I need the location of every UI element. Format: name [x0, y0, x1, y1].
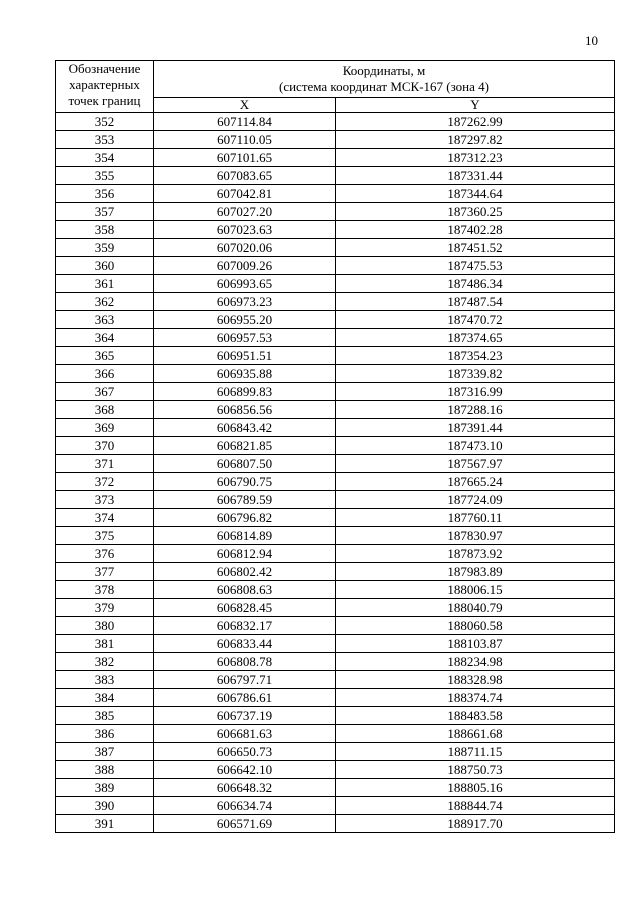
table-row: [56, 725, 615, 743]
x-coordinate-cell: 606802.42: [154, 563, 336, 581]
point-number-cell: 380: [56, 617, 154, 635]
table-row: [56, 419, 615, 437]
x-coordinate-cell: 607101.65: [154, 149, 336, 167]
y-coordinate-cell: 187983.89: [336, 563, 615, 581]
table-row: [56, 239, 615, 257]
x-coordinate-cell: 606571.69: [154, 815, 336, 833]
x-coordinate-cell: 607023.63: [154, 221, 336, 239]
y-coordinate-cell: 187665.24: [336, 473, 615, 491]
point-number-cell: 360: [56, 257, 154, 275]
page-number: 10: [585, 33, 598, 48]
header-x: X: [154, 98, 336, 113]
point-number-cell: 356: [56, 185, 154, 203]
point-number-cell: 386: [56, 725, 154, 743]
x-coordinate-cell: 606821.85: [154, 437, 336, 455]
y-coordinate-cell: 187339.82: [336, 365, 615, 383]
y-coordinate-cell: 187473.10: [336, 437, 615, 455]
point-number-cell: 384: [56, 689, 154, 707]
table-row: [56, 149, 615, 167]
y-coordinate-cell: 187354.23: [336, 347, 615, 365]
point-number-cell: 389: [56, 779, 154, 797]
table-row: [56, 167, 615, 185]
point-number-cell: 359: [56, 239, 154, 257]
table-row: [56, 203, 615, 221]
point-number-cell: 364: [56, 329, 154, 347]
y-coordinate-cell: 188661.68: [336, 725, 615, 743]
point-number-cell: 355: [56, 167, 154, 185]
x-coordinate-cell: 606650.73: [154, 743, 336, 761]
x-coordinate-cell: 606737.19: [154, 707, 336, 725]
table-row: [56, 707, 615, 725]
y-coordinate-cell: 187288.16: [336, 401, 615, 419]
point-number-cell: 372: [56, 473, 154, 491]
table-row: [56, 779, 615, 797]
table-row: [56, 329, 615, 347]
x-coordinate-cell: 606812.94: [154, 545, 336, 563]
y-coordinate-cell: 187262.99: [336, 113, 615, 131]
x-coordinate-cell: 606951.51: [154, 347, 336, 365]
table-row: [56, 131, 615, 149]
x-coordinate-cell: 606973.23: [154, 293, 336, 311]
table-row: [56, 815, 615, 833]
x-coordinate-cell: 606648.32: [154, 779, 336, 797]
point-number-cell: 388: [56, 761, 154, 779]
y-coordinate-cell: 188711.15: [336, 743, 615, 761]
x-coordinate-cell: 606808.63: [154, 581, 336, 599]
point-number-cell: 375: [56, 527, 154, 545]
y-coordinate-cell: 188060.58: [336, 617, 615, 635]
coordinates-table: [55, 60, 615, 833]
y-coordinate-cell: 187567.97: [336, 455, 615, 473]
x-coordinate-cell: 606789.59: [154, 491, 336, 509]
x-coordinate-cell: 607020.06: [154, 239, 336, 257]
table-row: [56, 581, 615, 599]
table-row: [56, 401, 615, 419]
point-number-cell: 391: [56, 815, 154, 833]
point-number-cell: 385: [56, 707, 154, 725]
x-coordinate-cell: 606642.10: [154, 761, 336, 779]
y-coordinate-cell: 187724.09: [336, 491, 615, 509]
x-coordinate-cell: 606634.74: [154, 797, 336, 815]
point-number-cell: 387: [56, 743, 154, 761]
y-coordinate-cell: 187470.72: [336, 311, 615, 329]
header-points-line: характерных: [69, 77, 140, 92]
point-number-cell: 358: [56, 221, 154, 239]
x-coordinate-cell: 606843.42: [154, 419, 336, 437]
point-number-cell: 365: [56, 347, 154, 365]
header-points-line: точек границ: [68, 93, 141, 108]
y-coordinate-cell: 187487.54: [336, 293, 615, 311]
table-header: [56, 61, 615, 113]
table-row: [56, 347, 615, 365]
y-coordinate-cell: 188006.15: [336, 581, 615, 599]
point-number-cell: 373: [56, 491, 154, 509]
y-coordinate-cell: 187873.92: [336, 545, 615, 563]
table-row: [56, 797, 615, 815]
x-coordinate-cell: 606899.83: [154, 383, 336, 401]
x-coordinate-cell: 606814.89: [154, 527, 336, 545]
table-row: [56, 509, 615, 527]
table-row: [56, 653, 615, 671]
y-coordinate-cell: 188844.74: [336, 797, 615, 815]
table-row: [56, 113, 615, 131]
x-coordinate-cell: 606796.82: [154, 509, 336, 527]
x-coordinate-cell: 606786.61: [154, 689, 336, 707]
point-number-cell: 376: [56, 545, 154, 563]
y-coordinate-cell: 187360.25: [336, 203, 615, 221]
table-row: [56, 365, 615, 383]
point-number-cell: 363: [56, 311, 154, 329]
table-row: [56, 473, 615, 491]
y-coordinate-cell: 188103.87: [336, 635, 615, 653]
table-row: [56, 437, 615, 455]
point-number-cell: 353: [56, 131, 154, 149]
table-row: [56, 311, 615, 329]
y-coordinate-cell: 187316.99: [336, 383, 615, 401]
table-row: [56, 671, 615, 689]
x-coordinate-cell: 606957.53: [154, 329, 336, 347]
header-points-line: Обозначение: [68, 61, 141, 76]
table-row: [56, 635, 615, 653]
point-number-cell: 352: [56, 113, 154, 131]
point-number-cell: 378: [56, 581, 154, 599]
x-coordinate-cell: 606955.20: [154, 311, 336, 329]
y-coordinate-cell: 188483.58: [336, 707, 615, 725]
y-coordinate-cell: 188750.73: [336, 761, 615, 779]
table-row: [56, 275, 615, 293]
point-number-cell: 366: [56, 365, 154, 383]
y-coordinate-cell: 187486.34: [336, 275, 615, 293]
point-number-cell: 377: [56, 563, 154, 581]
y-coordinate-cell: 187760.11: [336, 509, 615, 527]
header-coordinates-title: Координаты, м: [342, 63, 426, 78]
y-coordinate-cell: 187312.23: [336, 149, 615, 167]
table-row: [56, 293, 615, 311]
x-coordinate-cell: 606833.44: [154, 635, 336, 653]
x-coordinate-cell: 606790.75: [154, 473, 336, 491]
table-row: [56, 383, 615, 401]
point-number-cell: 374: [56, 509, 154, 527]
header-coordinates: [154, 61, 615, 98]
table-row: [56, 527, 615, 545]
table-row: [56, 563, 615, 581]
point-number-cell: 381: [56, 635, 154, 653]
table-body: [56, 113, 615, 833]
y-coordinate-cell: 187374.65: [336, 329, 615, 347]
header-coordinates-system: (система координат МСК-167 (зона 4): [279, 79, 489, 94]
x-coordinate-cell: 606993.65: [154, 275, 336, 293]
x-coordinate-cell: 606832.17: [154, 617, 336, 635]
x-coordinate-cell: 607009.26: [154, 257, 336, 275]
y-coordinate-cell: 187297.82: [336, 131, 615, 149]
point-number-cell: 379: [56, 599, 154, 617]
point-number-cell: 382: [56, 653, 154, 671]
header-y: Y: [336, 98, 615, 113]
x-coordinate-cell: 606828.45: [154, 599, 336, 617]
point-number-cell: 354: [56, 149, 154, 167]
point-number-cell: 383: [56, 671, 154, 689]
point-number-cell: 361: [56, 275, 154, 293]
table-row: [56, 743, 615, 761]
point-number-cell: 370: [56, 437, 154, 455]
x-coordinate-cell: 607042.81: [154, 185, 336, 203]
point-number-cell: 390: [56, 797, 154, 815]
table-row: [56, 545, 615, 563]
x-coordinate-cell: 607114.84: [154, 113, 336, 131]
point-number-cell: 357: [56, 203, 154, 221]
y-coordinate-cell: 188374.74: [336, 689, 615, 707]
x-coordinate-cell: 606797.71: [154, 671, 336, 689]
y-coordinate-cell: 188805.16: [336, 779, 615, 797]
table-row: [56, 761, 615, 779]
y-coordinate-cell: 188040.79: [336, 599, 615, 617]
table-row: [56, 221, 615, 239]
table-row: [56, 617, 615, 635]
table-row: [56, 257, 615, 275]
x-coordinate-cell: 606807.50: [154, 455, 336, 473]
x-coordinate-cell: 607110.05: [154, 131, 336, 149]
table-row: [56, 185, 615, 203]
x-coordinate-cell: 606935.88: [154, 365, 336, 383]
y-coordinate-cell: 188917.70: [336, 815, 615, 833]
y-coordinate-cell: 187344.64: [336, 185, 615, 203]
table-row: [56, 491, 615, 509]
x-coordinate-cell: 607083.65: [154, 167, 336, 185]
y-coordinate-cell: 187475.53: [336, 257, 615, 275]
point-number-cell: 367: [56, 383, 154, 401]
table-row: [56, 689, 615, 707]
x-coordinate-cell: 606681.63: [154, 725, 336, 743]
y-coordinate-cell: 188234.98: [336, 653, 615, 671]
y-coordinate-cell: 187451.52: [336, 239, 615, 257]
table-row: [56, 455, 615, 473]
y-coordinate-cell: 187402.28: [336, 221, 615, 239]
x-coordinate-cell: 607027.20: [154, 203, 336, 221]
y-coordinate-cell: 187331.44: [336, 167, 615, 185]
point-number-cell: 368: [56, 401, 154, 419]
point-number-cell: 369: [56, 419, 154, 437]
table-row: [56, 599, 615, 617]
x-coordinate-cell: 606856.56: [154, 401, 336, 419]
x-coordinate-cell: 606808.78: [154, 653, 336, 671]
header-points: [56, 61, 154, 113]
y-coordinate-cell: 187391.44: [336, 419, 615, 437]
point-number-cell: 371: [56, 455, 154, 473]
y-coordinate-cell: 188328.98: [336, 671, 615, 689]
point-number-cell: 362: [56, 293, 154, 311]
y-coordinate-cell: 187830.97: [336, 527, 615, 545]
